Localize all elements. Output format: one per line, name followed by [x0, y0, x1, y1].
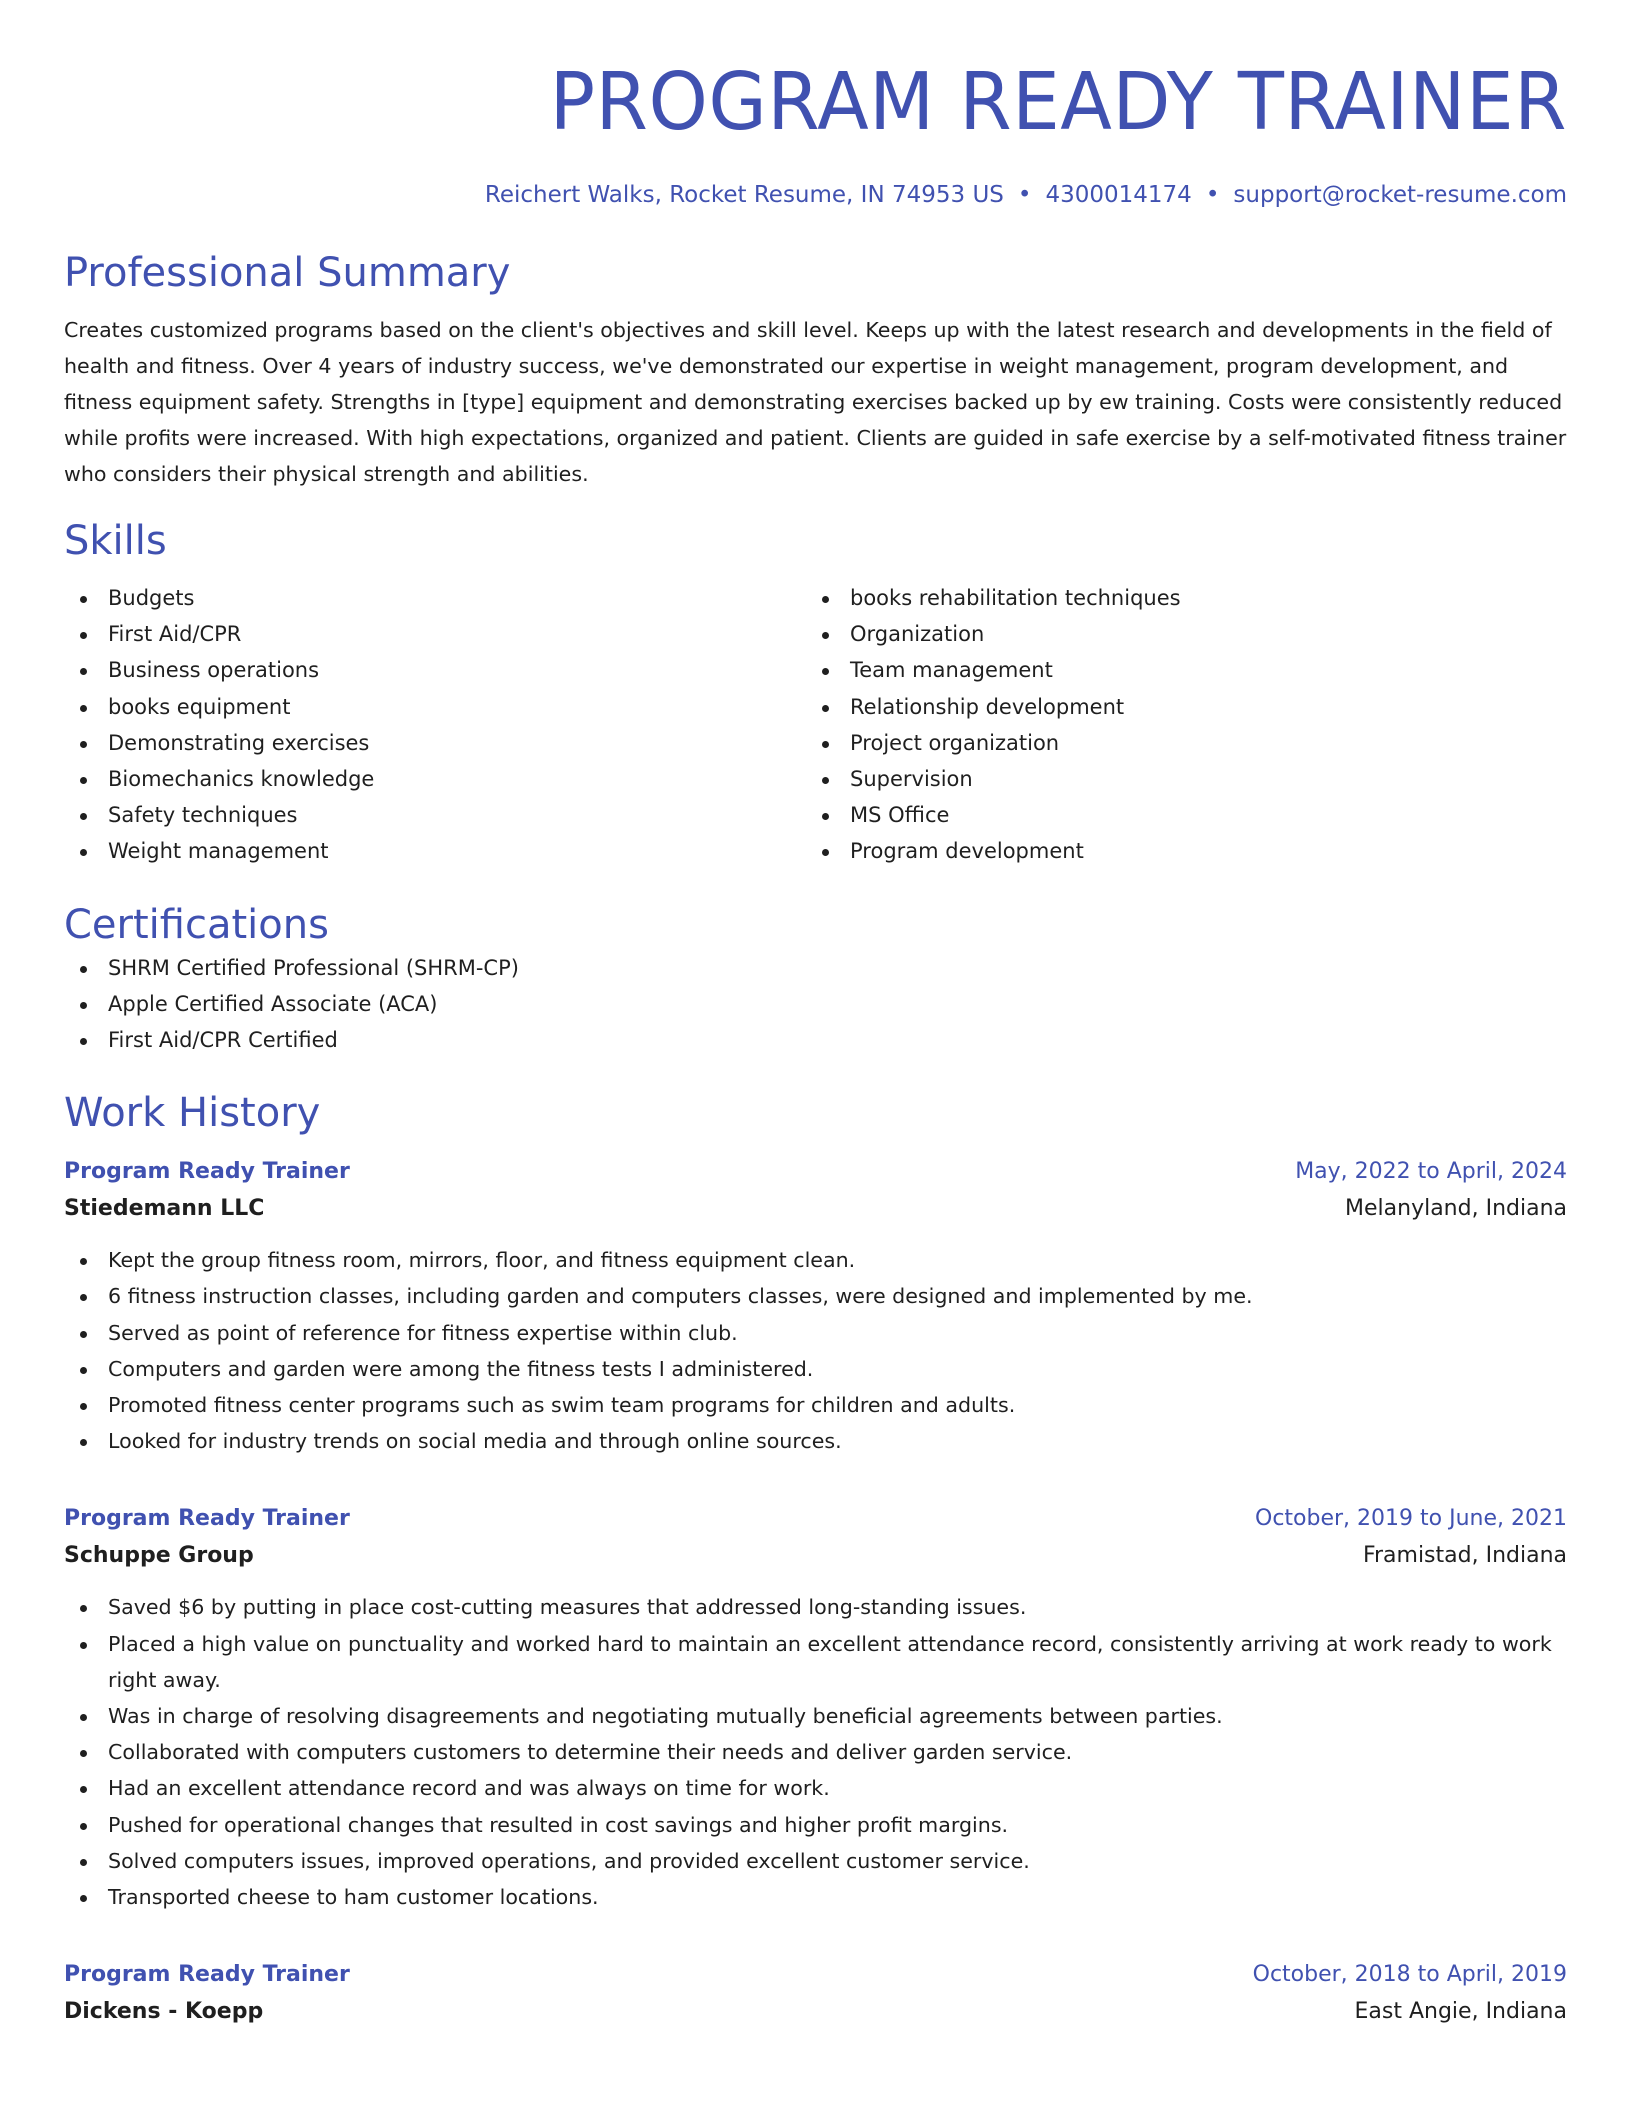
job-company: Dickens - Koepp [64, 1999, 264, 2025]
job-company: Schuppe Group [64, 1543, 254, 1569]
skill-item: Demonstrating exercises [64, 725, 806, 761]
job-bullet: Computers and garden were among the fitness tests I administered. [64, 1351, 1567, 1387]
skill-item: Supervision [806, 761, 1548, 797]
skill-item: Project organization [806, 725, 1548, 761]
skill-item: Weight management [64, 833, 806, 869]
job-bullet: Was in charge of resolving disagreements and negotiating mutually beneficial agreements between parties. [64, 1698, 1567, 1734]
contact-address: Reichert Walks, Rocket Resume, IN 74953 US [484, 182, 1004, 208]
certification-item: First Aid/CPR Certified [64, 1022, 1567, 1058]
contact-email[interactable]: support@rocket-resume.com [1233, 182, 1567, 208]
job-bullet: Placed a high value on punctuality and worked hard to maintain an excellent attendance record, consistently arriving at work ready to work right away. [64, 1626, 1567, 1698]
job-bullet: 6 fitness instruction classes, including garden and computers classes, were designed and implemented by me. [64, 1278, 1567, 1314]
job-dates: October, 2018 to April, 2019 [1252, 1962, 1567, 1988]
summary-heading: Professional Summary [64, 250, 511, 296]
skill-item: Program development [806, 833, 1548, 869]
skills-heading: Skills [64, 518, 167, 564]
skill-item: Business operations [64, 652, 806, 688]
job-location: East Angie, Indiana [1354, 1999, 1567, 2025]
contact-separator: • [1205, 182, 1220, 208]
skill-item: Safety techniques [64, 797, 806, 833]
skill-item: Budgets [64, 580, 806, 616]
certifications-list [64, 950, 1567, 1059]
resume-page [64, 0, 1567, 2031]
job-subheader [64, 1537, 1567, 1575]
job-header [64, 1501, 1567, 1537]
job-header [64, 1957, 1567, 1993]
job-dates: May, 2022 to April, 2024 [1295, 1159, 1567, 1185]
skills-list [64, 580, 1567, 870]
certification-item: Apple Certified Associate (ACA) [64, 986, 1567, 1022]
job-bullet: Promoted fitness center programs such as swim team programs for children and adults. [64, 1387, 1567, 1423]
job-location: Melanyland, Indiana [1345, 1196, 1567, 1222]
job-company: Stiedemann LLC [64, 1196, 265, 1222]
resume-name: PROGRAM READY TRAINER [549, 56, 1567, 148]
skill-item: Organization [806, 616, 1548, 652]
certification-item: SHRM Certified Professional (SHRM-CP) [64, 950, 1567, 986]
certifications-heading: Certifications [64, 901, 329, 948]
job-subheader [64, 1993, 1567, 2031]
contact-phone: 4300014174 [1045, 182, 1192, 208]
skill-item: books equipment [64, 689, 806, 725]
skill-item: Biomechanics knowledge [64, 761, 806, 797]
contact-line [64, 180, 1567, 210]
job-bullet: Pushed for operational changes that resulted in cost savings and higher profit margins. [64, 1807, 1567, 1843]
job-subheader [64, 1190, 1567, 1228]
summary-text: Creates customized programs based on the client's objectives and skill level. Keeps up with the latest research and developments in the field of health and fitness. Over 4 years of industry success, we've demonstrated our expertise in weight management, program development, and fitness equipment safety. Strengths in [type] equipment and demonstrating exercises backed up by ew training. Costs were consistently reduced while profits were increased. With high expectations, organized and patient. Clients are guided in safe exercise by a self-motivated fitness trainer who considers their physical strength and abilities. [64, 318, 1567, 486]
work-history-heading: Work History [64, 1090, 321, 1137]
job-bullet: Collaborated with computers customers to determine their needs and deliver garden service. [64, 1734, 1567, 1770]
job-header [64, 1154, 1567, 1190]
job-bullets [64, 1242, 1567, 1459]
job-bullet: Solved computers issues, improved operations, and provided excellent customer service. [64, 1843, 1567, 1879]
contact-separator: • [1017, 182, 1032, 208]
job-entry [64, 1501, 1567, 1915]
job-entry [64, 1957, 1567, 2031]
job-title: Program Ready Trainer [64, 1506, 350, 1532]
job-bullet: Served as point of reference for fitness expertise within club. [64, 1315, 1567, 1351]
job-bullets [64, 1589, 1567, 1915]
job-bullet: Transported cheese to ham customer locations. [64, 1879, 1567, 1915]
job-location: Framistad, Indiana [1362, 1543, 1567, 1569]
job-title: Program Ready Trainer [64, 1159, 350, 1185]
skill-item: Team management [806, 652, 1548, 688]
job-bullet: Saved $6 by putting in place cost-cutting measures that addressed long-standing issues. [64, 1589, 1567, 1625]
job-title: Program Ready Trainer [64, 1962, 350, 1988]
skill-item: MS Office [806, 797, 1548, 833]
job-dates: October, 2019 to June, 2021 [1255, 1506, 1567, 1532]
skill-item: Relationship development [806, 689, 1548, 725]
job-entry [64, 1154, 1567, 1459]
skill-item: books rehabilitation techniques [806, 580, 1548, 616]
job-bullet: Looked for industry trends on social media and through online sources. [64, 1423, 1567, 1459]
skill-item: First Aid/CPR [64, 616, 806, 652]
job-bullet: Had an excellent attendance record and was always on time for work. [64, 1770, 1567, 1806]
skills-right-column [806, 580, 1548, 870]
skills-left-column [64, 580, 806, 870]
job-bullet: Kept the group fitness room, mirrors, floor, and fitness equipment clean. [64, 1242, 1567, 1278]
